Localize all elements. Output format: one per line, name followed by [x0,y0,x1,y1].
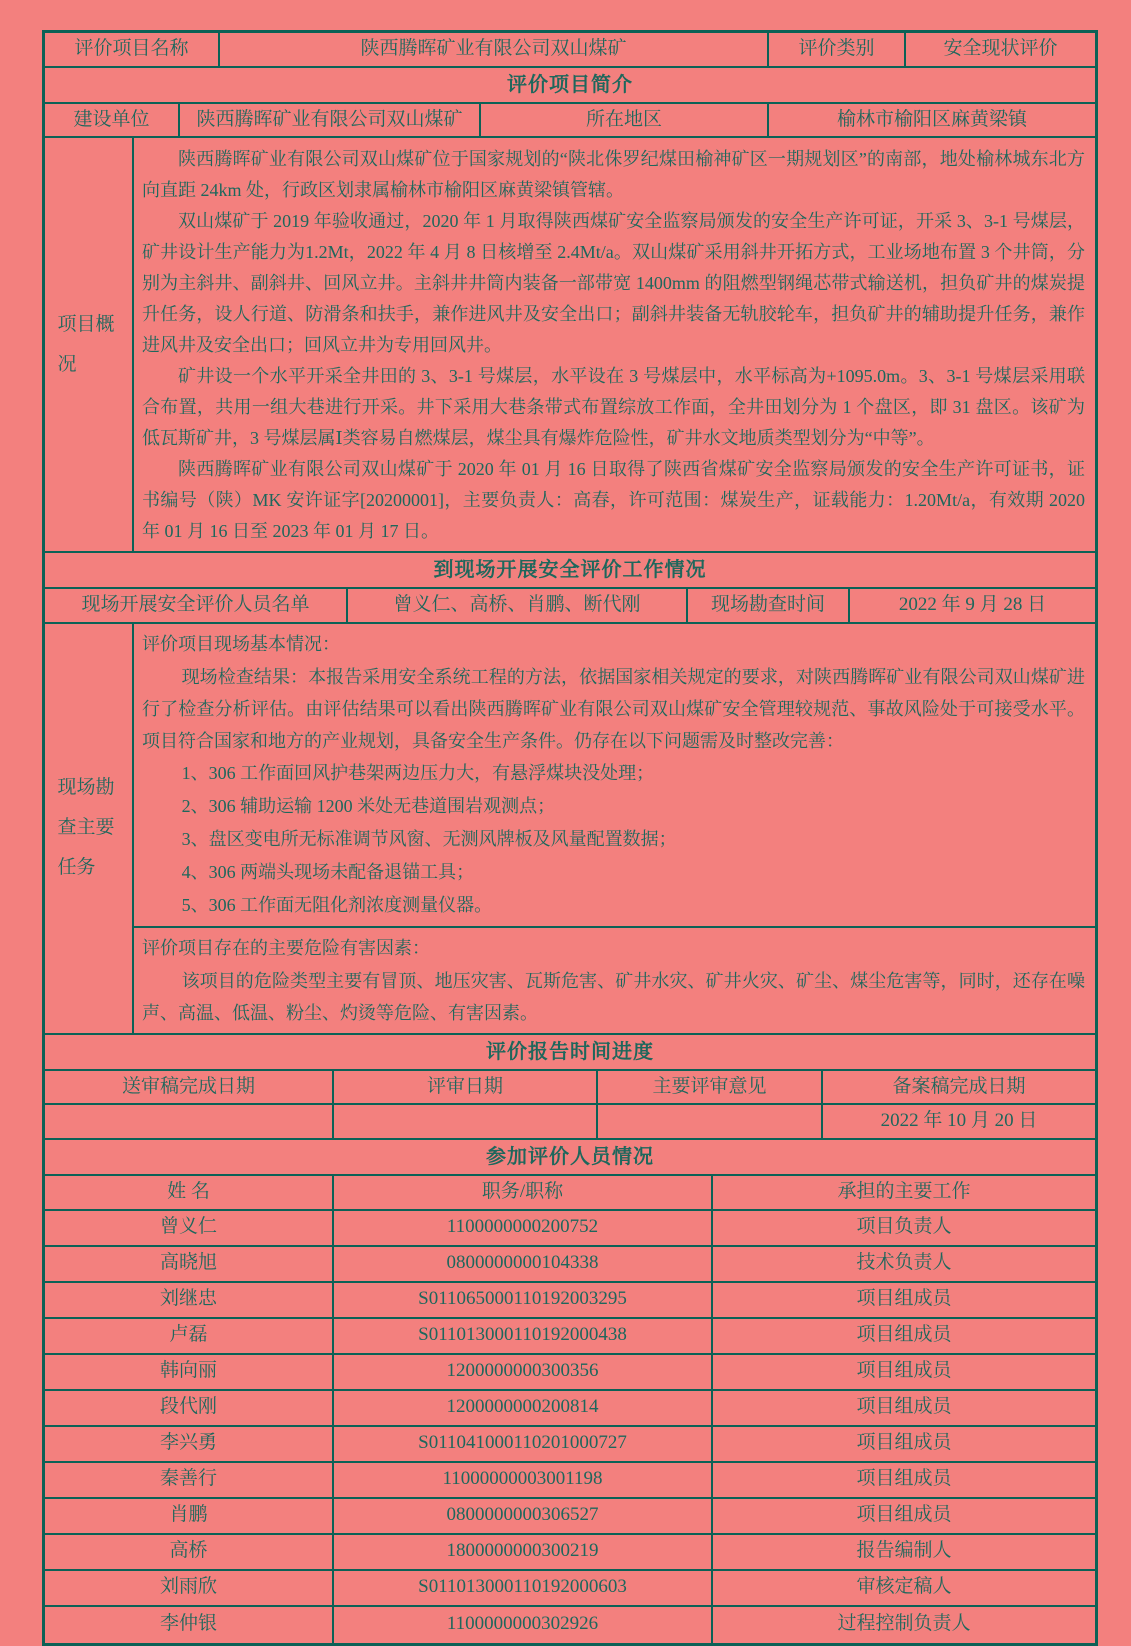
person-name: 曾义仁 [45,1211,334,1245]
person-role: 项目组成员 [856,1432,952,1454]
row-builder [45,104,1095,139]
issue-item: 4、306 两端头现场未配备退锚工具； [181,861,475,882]
person-row [45,1535,1095,1571]
overview-label [45,138,134,551]
row-section4-header [45,1140,1095,1176]
row-progress-values [45,1105,1095,1140]
person-role: 技术负责人 [856,1252,952,1274]
overview-text [134,138,1095,551]
record-date-label: 备案稿完成日期 [892,1075,1026,1097]
row-project-name [45,33,1095,68]
person-role: 审核定稿人 [856,1576,952,1598]
person-id: 1100000000200752 [334,1211,713,1245]
person-name: 韩向丽 [45,1355,334,1389]
site-basic-paragraph: 现场检查结果：本报告采用安全系统工程的方法，依据国家相关规定的要求，对陕西腾晖矿业有限公司双山煤矿进行了检查分析评估。由评估结果可以看出陕西腾晖矿业有限公司双山煤矿安全管理较规范、事故风险处于可接受水平。项目符合国家和地方的产业规划，具备安全生产条件。仍存在以下问题需及时整改完善： [142,666,1085,751]
survey-task-label [45,624,134,1033]
person-row [45,1427,1095,1463]
person-id: 0800000000306527 [334,1499,713,1533]
person-row [45,1211,1095,1247]
personnel-rows [45,1211,1095,1643]
person-id: 1200000000200814 [334,1391,713,1425]
person-id: S011065000110192003295 [334,1283,713,1317]
overview-paragraph: 陕西腾晖矿业有限公司双山煤矿于 2020 年 01 月 16 日取得了陕西省煤矿安全监察局颁发的安全生产许可证书，证书编号（陕）MK 安许证字[20200001]，主要负责人：高春，许可范围：煤炭生产，证载能力：1.20Mt/a，有效期 2020 年 01 月 16 日至 2023 年 01 月 17 日。 [142,459,1085,542]
survey-task-content [134,624,1095,1033]
row-section2-header [45,553,1095,589]
person-id: 11000000003001198 [334,1463,713,1497]
person-name: 段代刚 [45,1391,334,1425]
person-name: 肖鹏 [45,1499,334,1533]
person-row [45,1607,1095,1643]
staff-list-value: 曾义仁、高桥、肖鹏、断代刚 [348,589,688,622]
evaluation-type-value: 安全现状评价 [943,38,1058,59]
overview-paragraph: 陕西腾晖矿业有限公司双山煤矿位于国家规划的“陕北侏罗纪煤田榆神矿区一期规划区”的南部，地处榆林城东北方向直距 24km 处，行政区划隶属榆林市榆阳区麻黄梁镇管辖。 [142,149,1085,201]
staff-list-label: 现场开展安全评价人员名单 [45,589,348,622]
survey-time-value: 2022 年 9 月 28 日 [898,594,1047,616]
person-role: 项目组成员 [856,1288,952,1310]
person-name: 李仲银 [45,1607,334,1643]
issue-item: 2、306 辅助运输 1200 米处无巷道围岩观测点； [181,795,556,816]
person-name: 高桥 [45,1535,334,1569]
section3-title: 评价报告时间进度 [486,1040,654,1063]
person-role: 项目负责人 [856,1216,952,1238]
row-overview [45,138,1095,553]
review-date-label: 评审日期 [334,1071,598,1104]
builder-value: 陕西腾晖矿业有限公司双山煤矿 [180,104,481,137]
person-row [45,1247,1095,1283]
issues-list [142,757,1085,922]
overview-paragraph: 矿井设一个水平开采全井田的 3、3-1 号煤层，水平设在 3 号煤层中，水平标高为+1095.0m。3、3-1 号煤层采用联合布置，共用一组大巷进行开采。井下采用大巷条带式布置综放工作面，全井田划分为 1 个盘区，即 31 盘区。该矿为低瓦斯矿井，3 号煤层属Ⅰ类容易自燃煤层，煤尘具有爆炸危险性，矿井水文地质类型划分为“中等”。 [142,366,1085,449]
person-name: 刘雨欣 [45,1571,334,1605]
record-date-value: 2022 年 10 月 20 日 [880,1110,1038,1132]
project-name-label: 评价项目名称 [45,33,220,66]
person-id: S011013000110192000603 [334,1571,713,1605]
row-section3-header [45,1035,1095,1071]
person-id: S011013000110192000438 [334,1319,713,1353]
person-title-header: 职务/职称 [334,1176,713,1209]
region-value: 榆林市榆阳区麻黄梁镇 [836,108,1027,130]
row-personnel-headers [45,1176,1095,1211]
region-label: 所在地区 [481,104,769,137]
person-role: 报告编制人 [856,1540,952,1562]
person-row [45,1571,1095,1607]
person-row [45,1283,1095,1319]
evaluation-type-label: 评价类别 [769,33,906,66]
row-progress-headers [45,1071,1095,1106]
person-id: 1200000000300356 [334,1355,713,1389]
draft-date-value [45,1105,334,1138]
person-id: S011041000110201000727 [334,1427,713,1461]
issue-item: 5、306 工作面无阻化剂浓度测量仪器。 [181,894,493,915]
overview-label-text: 项目概况 [57,313,115,375]
review-opinion-label: 主要评审意见 [598,1071,823,1104]
site-basic-block [134,624,1095,928]
person-name-header: 姓 名 [45,1176,334,1209]
report-table [42,30,1098,1646]
overview-paragraph: 双山煤矿于 2019 年验收通过，2020 年 1 月取得陕西煤矿安全监察局颁发的安全生产许可证，开采 3、3-1 号煤层，矿井设计生产能力为1.2Mt，2022 年 4 月 8 日核增至 2.4Mt/a。双山煤矿采用斜井开拓方式，工业场地布置 3 个井筒，分别为主斜井、副斜井、回风立井。主斜井井筒内装备一部带宽 1400mm 的阻燃型钢绳芯带式输送机，担负矿井的煤炭提升任务，设人行道、防滑条和扶手，兼作进风井及安全出口；副斜井装备无轨胶轮车，担负矿井的辅助提升任务，兼作进风井及安全出口；回风立井为专用回风井。 [142,211,1085,356]
builder-label: 建设单位 [45,104,180,137]
hazards-block [134,928,1095,1033]
section1-title: 评价项目简介 [507,73,633,96]
row-evaluators [45,589,1095,624]
issue-item: 1、306 工作面回风护巷架两边压力大，有悬浮煤块没处理； [181,762,655,783]
review-date-value [334,1105,598,1138]
site-basic-title: 评价项目现场基本情况： [142,633,340,654]
hazards-title: 评价项目存在的主要危险有害因素： [142,937,430,958]
person-row [45,1463,1095,1499]
person-row [45,1391,1095,1427]
person-role: 项目组成员 [856,1324,952,1346]
issue-item: 3、盘区变电所无标准调节风窗、无测风牌板及风量配置数据； [181,828,677,849]
person-row [45,1319,1095,1355]
person-work-header: 承担的主要工作 [837,1180,971,1202]
person-id: 1800000000300219 [334,1535,713,1569]
person-name: 卢磊 [45,1319,334,1353]
person-id: 1100000000302926 [334,1607,713,1643]
section2-title: 到现场开展安全评价工作情况 [433,559,707,582]
project-name-value: 陕西腾晖矿业有限公司双山煤矿 [220,33,769,66]
person-name: 李兴勇 [45,1427,334,1461]
person-role: 项目组成员 [856,1468,952,1490]
section4-title: 参加评价人员情况 [486,1145,654,1168]
person-row [45,1355,1095,1391]
person-name: 高晓旭 [45,1247,334,1281]
person-id: 0800000000104338 [334,1247,713,1281]
draft-date-label: 送审稿完成日期 [45,1071,334,1104]
person-name: 刘继忠 [45,1283,334,1317]
person-row [45,1499,1095,1535]
person-role: 过程控制负责人 [837,1613,971,1635]
person-role: 项目组成员 [856,1396,952,1418]
person-role: 项目组成员 [856,1360,952,1382]
hazards-paragraph: 该项目的危险类型主要有冒顶、地压灾害、瓦斯危害、矿井水灾、矿井火灾、矿尘、煤尘危害等，同时，还存在噪声、高温、低温、粉尘、灼烫等危险、有害因素。 [142,970,1085,1023]
person-role: 项目组成员 [856,1504,952,1526]
survey-task-label-text: 现场勘查主要任务 [57,777,115,879]
row-survey-tasks [45,624,1095,1035]
person-name: 秦善行 [45,1463,334,1497]
survey-time-label: 现场勘查时间 [688,589,850,622]
review-opinion-value [598,1105,823,1138]
row-section1-header [45,68,1095,104]
